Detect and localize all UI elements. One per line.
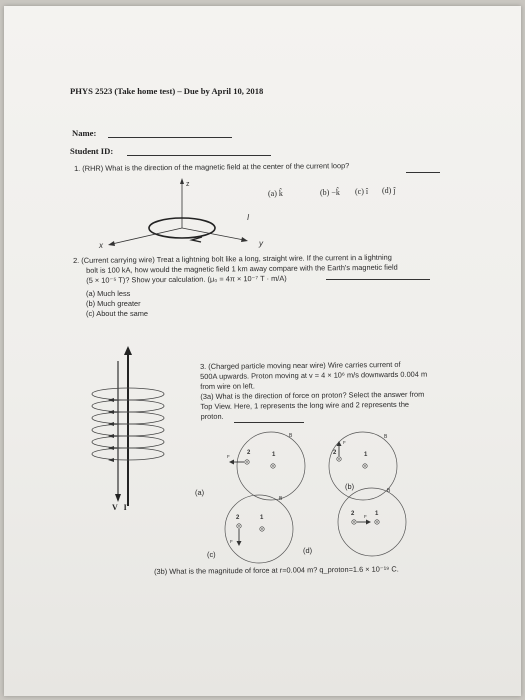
x-axis-label: x xyxy=(99,241,103,250)
q2-answer-line[interactable] xyxy=(326,279,430,280)
q3-line-3: from wire on left. xyxy=(200,381,255,391)
option-c-label: (c) xyxy=(207,550,216,559)
svg-text:F: F xyxy=(364,514,367,519)
z-axis-arrow xyxy=(180,178,184,184)
svg-text:2: 2 xyxy=(247,450,251,456)
q2-option-a[interactable]: (a) Much less xyxy=(86,289,131,298)
q2-option-c[interactable]: (c) About the same xyxy=(86,309,149,318)
q2-options xyxy=(86,289,148,319)
q1-choice-a[interactable]: (a) k̂ xyxy=(268,189,283,198)
student-id-label: Student ID: xyxy=(70,146,114,156)
z-axis-label: z xyxy=(186,181,190,188)
svg-text:1: 1 xyxy=(375,511,379,517)
q3-question xyxy=(200,360,428,422)
option-b-label: (b) xyxy=(345,482,355,491)
q3-wire-diagram xyxy=(84,346,174,526)
option-c-circle[interactable] xyxy=(225,495,293,563)
field-ring-arrows xyxy=(108,398,114,462)
q1-question: 1. (RHR) What is the direction of the magnetic field at the center of the current loop? xyxy=(74,161,350,173)
current-label: I xyxy=(247,213,250,222)
q2-option-b[interactable]: (b) Much greater xyxy=(86,299,141,308)
name-blank-line[interactable] xyxy=(108,137,232,138)
x-axis-arrow xyxy=(108,241,115,246)
student-id-blank-line[interactable] xyxy=(127,155,271,156)
svg-text:2: 2 xyxy=(236,515,240,521)
svg-text:B: B xyxy=(279,496,283,502)
svg-text:1: 1 xyxy=(364,452,368,458)
svg-text:F: F xyxy=(227,454,230,459)
option-d-circle[interactable] xyxy=(338,488,406,556)
q1-choice-d[interactable]: (d) ĵ xyxy=(382,186,396,195)
q2-line-2: bolt is 100 kA, how would the magnetic field 1 km away compare with the Earth's magnetic field xyxy=(86,262,398,275)
svg-text:B: B xyxy=(387,488,391,494)
svg-text:1: 1 xyxy=(260,515,264,521)
q1-choice-b[interactable]: (b) −k̂ xyxy=(320,188,340,197)
q2-question xyxy=(73,253,398,286)
wire-v-i-label: V I xyxy=(112,503,129,512)
svg-text:2: 2 xyxy=(333,450,337,456)
name-label: Name: xyxy=(72,128,97,138)
option-a-circle[interactable] xyxy=(227,432,305,500)
svg-text:2: 2 xyxy=(351,511,355,517)
q3a-answer-line[interactable] xyxy=(234,422,304,423)
paper-sheet xyxy=(4,6,521,696)
svg-text:B: B xyxy=(384,434,388,440)
q3-line-6: proton. xyxy=(200,411,224,421)
svg-text:F: F xyxy=(343,440,346,445)
q3-line-1: 3. (Charged particle moving near wire) Wire carries current of xyxy=(200,359,401,371)
q2-line-3: (5 × 10⁻⁵ T)? Show your calculation. (μ₀ = 4π × 10⁻⁷ T · m/A) xyxy=(86,273,287,285)
svg-text:F: F xyxy=(230,539,233,544)
q3-line-5: Top View. Here, 1 represents the long wire and 2 represents the xyxy=(200,399,410,411)
page-title: PHYS 2523 (Take home test) – Due by April 10, 2018 xyxy=(70,86,264,96)
q1-choice-c[interactable]: (c) î xyxy=(355,187,369,196)
svg-text:B: B xyxy=(289,433,293,439)
svg-text:1: 1 xyxy=(272,452,276,458)
option-d-label: (d) xyxy=(303,546,313,555)
option-a-label: (a) xyxy=(195,488,205,497)
current-up-arrow xyxy=(124,346,132,355)
q3-line-2: 500A upwards. Proton moving at v = 4 × 10⁶ m/s downwards 0.004 m xyxy=(200,369,428,381)
q3b-question: (3b) What is the magnitude of force at r=0.004 m? q_proton=1.6 × 10⁻¹⁹ C. xyxy=(154,564,399,576)
velocity-down-arrow xyxy=(115,494,121,502)
q3-line-4: (3a) What is the direction of force on proton? Select the answer from xyxy=(200,389,425,401)
x-axis xyxy=(112,228,182,244)
q2-line-1: 2. (Current carrying wire) Treat a lightning bolt like a long, straight wire. If the current in a lightning xyxy=(73,252,392,265)
q1-answer-line[interactable] xyxy=(406,172,440,173)
y-axis-label: y xyxy=(259,239,263,248)
q1-loop-diagram xyxy=(84,174,284,254)
y-axis-arrow xyxy=(241,237,248,242)
